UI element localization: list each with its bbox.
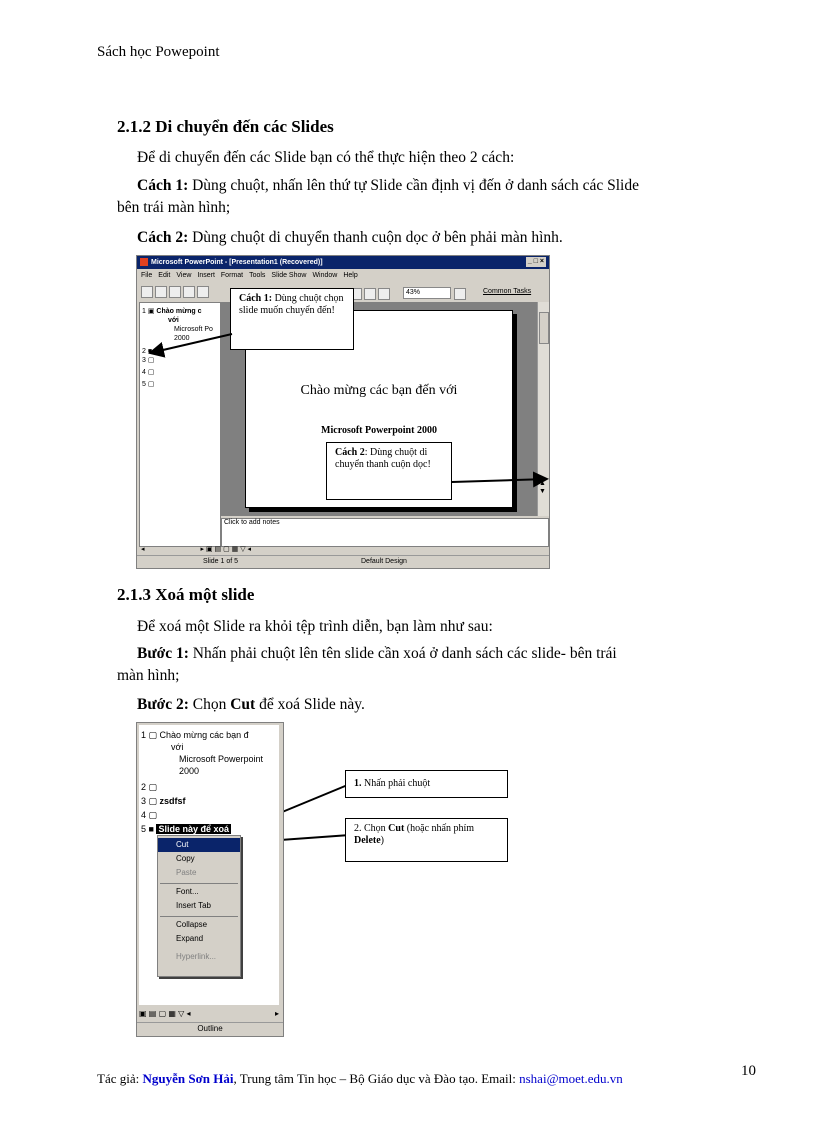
callout-step1-label: 1.: [354, 778, 362, 789]
status-design: Default Design: [361, 558, 407, 565]
menu-help[interactable]: Help: [343, 272, 358, 279]
view-buttons[interactable]: ◂ ▸ ▣ ▤ ▢ ▦ ▽ ◂: [141, 546, 252, 553]
common-tasks-button[interactable]: Common Tasks: [483, 288, 532, 295]
view-buttons-2[interactable]: ▣ ▤ ▢ ▦ ▽ ◂ ▸: [139, 1009, 279, 1018]
section1-intro: Để di chuyển đến các Slide bạn có thể thực hiện theo 2 cách:: [137, 149, 515, 166]
outline-slide1-sub: Microsoft Po: [174, 326, 213, 333]
way1-text: Dùng chuột, nhấn lên thứ tự Slide cần định vị đến ở danh sách các Slide: [188, 177, 639, 194]
outline-slide1-title2: với: [168, 317, 179, 324]
outline-context-menu-screenshot: [136, 722, 284, 1037]
outline2-slide1-sub: Microsoft Powerpoint: [179, 754, 264, 764]
callout-step2-num: 2: [354, 823, 359, 834]
menu-slideshow[interactable]: Slide Show: [271, 272, 307, 279]
callout-way1-label: Cách 1:: [239, 293, 273, 304]
outline2-slide1-title2: với: [171, 742, 184, 752]
step1-text2: màn hình;: [117, 667, 180, 684]
outline-slide1-sub2: 2000: [174, 335, 190, 342]
callout-step2: [345, 818, 508, 862]
menu-file[interactable]: File: [141, 272, 153, 279]
outline-slide-number: 5: [142, 381, 146, 388]
step1-label: Bước 1:: [137, 645, 189, 662]
menu-item-collapse-label: Collapse: [176, 920, 208, 929]
notes-placeholder: Click to add notes: [224, 519, 280, 526]
menu-item-cut[interactable]: [158, 838, 240, 852]
menu-insert[interactable]: Insert: [197, 272, 215, 279]
slide-title[interactable]: Chào mừng các bạn đến với: [300, 383, 458, 398]
callout-step1: [345, 770, 508, 798]
window-controls-icon[interactable]: _ □ ×: [527, 258, 544, 265]
context-menu: [157, 835, 241, 977]
outline2-slide5-selected[interactable]: Slide này để xoá: [158, 824, 229, 834]
step2-cut: Cut: [230, 696, 256, 713]
menu-item-collapse[interactable]: [158, 918, 240, 932]
section2-step2: [137, 694, 365, 716]
outline-pane: 1 ▣ Chào mừng c với Microsoft Po 2000 2 ■ 3 ▢ 4 ▢ 5 ▢: [139, 302, 221, 547]
section2-intro: Để xoá một Slide ra khỏi tệp trình diễn, bạn làm như sau:: [137, 618, 493, 635]
outline-number: 5: [141, 824, 147, 834]
callout-step2-delete: Delete: [354, 835, 381, 846]
footer: [97, 1071, 623, 1087]
callout-way1-text: Dùng chuột chọn slide muốn chuyển đến!: [239, 293, 344, 316]
status-outline: Outline: [137, 1022, 283, 1035]
outline2-slide1-sub2: 2000: [179, 766, 200, 776]
callout-step1-text: Nhấn phải chuột: [361, 778, 431, 789]
zoom-box[interactable]: 43%: [403, 287, 451, 299]
callout-step2-cut: Cut: [388, 823, 405, 834]
callout-way2-text: : Dùng chuột di chuyển thanh cuộn dọc!: [335, 447, 431, 470]
outline2-slide1-title[interactable]: Chào mừng các bạn đ: [159, 730, 249, 740]
menu-item-expand[interactable]: [158, 932, 240, 946]
menu-item-font-label: Font...: [176, 887, 199, 896]
page-number: 10: [741, 1063, 756, 1079]
menu-tools[interactable]: Tools: [249, 272, 266, 279]
window-title: Microsoft PowerPoint - [Presentation1 (Recovered)]: [151, 259, 323, 266]
footer-prefix: Tác giả:: [97, 1071, 143, 1086]
menu-item-paste[interactable]: [158, 866, 240, 880]
arrow-way2: [452, 479, 547, 482]
outline-number: 2: [141, 782, 147, 792]
menu-item-hyperlink[interactable]: [158, 950, 240, 964]
outline-slide-number: 1: [142, 308, 146, 315]
callout-way2-label: Cách 2: [335, 447, 365, 458]
callout-step2-end: ): [380, 835, 384, 846]
section-heading-move: 2.1.2 Di chuyển đến các Slides: [117, 117, 334, 136]
outline-number: 3: [141, 796, 147, 806]
footer-middle: , Trung tâm Tin học – Bộ Giáo dục và Đào tạo. Email:: [233, 1071, 520, 1086]
menu-item-hyperlink-label: Hyperlink...: [176, 952, 217, 961]
outline-number: 4: [141, 810, 147, 820]
menu-item-copy[interactable]: [158, 852, 240, 866]
step1-text: Nhấn phải chuột lên tên slide cần xoá ở danh sách các slide- bên trái: [188, 645, 617, 662]
menu-item-paste-label: Paste: [176, 868, 197, 877]
footer-email[interactable]: nshai@moet.edu.vn: [519, 1071, 623, 1086]
status-slide-count: Slide 1 of 5: [203, 558, 239, 565]
step2-label: Bước 2:: [137, 696, 189, 713]
section2-step1: [117, 643, 757, 687]
outline-number: 1: [141, 730, 147, 740]
callout-step2-mid: . Chọn: [359, 823, 389, 834]
menu-item-expand-label: Expand: [176, 934, 204, 943]
way1-text2: bên trái màn hình;: [117, 199, 231, 216]
way2-text: Dùng chuột di chuyển thanh cuộn dọc ở bên phải màn hình.: [188, 229, 563, 246]
step2-pre: Chọn: [188, 696, 231, 713]
menu-view[interactable]: View: [176, 272, 192, 279]
outline-slide-number: 3: [142, 357, 146, 364]
outline2-slide3-title[interactable]: zsdfsf: [159, 796, 186, 806]
menu-format[interactable]: Format: [220, 272, 244, 279]
menu-edit[interactable]: Edit: [158, 272, 171, 279]
prev-next-slide-icon[interactable]: ▲ ▼: [539, 480, 546, 495]
outline-slide-number: 2: [142, 348, 146, 355]
way1-label: Cách 1:: [137, 177, 189, 194]
outline-pane-2: 1 ▢ Chào mừng các bạn đ với Microsoft Powerpoint 2000 2 ▢ 3 ▢ zsdfsf 4 ▢ 5 ■ Slide này để xoá: [139, 725, 279, 1005]
section-heading-delete: 2.1.3 Xoá một slide: [117, 585, 255, 604]
outline-slide1-title[interactable]: Chào mừng c: [156, 308, 202, 315]
menu-window[interactable]: Window: [312, 272, 338, 279]
menu-item-insert-tab-label: Insert Tab: [176, 901, 211, 910]
menu-item-font[interactable]: [158, 885, 240, 899]
menu-item-cut-label: Cut: [176, 840, 189, 849]
outline-slide-number: 4: [142, 369, 146, 376]
footer-author: Nguyễn Sơn Hải: [142, 1071, 234, 1086]
arrow-way1: [150, 334, 232, 353]
step2-post: để xoá Slide này.: [255, 696, 365, 713]
slide-subtitle[interactable]: Microsoft Powerpoint 2000: [321, 425, 437, 436]
way2-label: Cách 2:: [137, 229, 189, 246]
callout-step2-rest: (hoặc nhấn phím: [404, 823, 474, 834]
menu-item-insert-tab[interactable]: [158, 899, 240, 913]
running-header: Sách học Powepoint: [97, 44, 220, 60]
menu-item-copy-label: Copy: [176, 854, 195, 863]
